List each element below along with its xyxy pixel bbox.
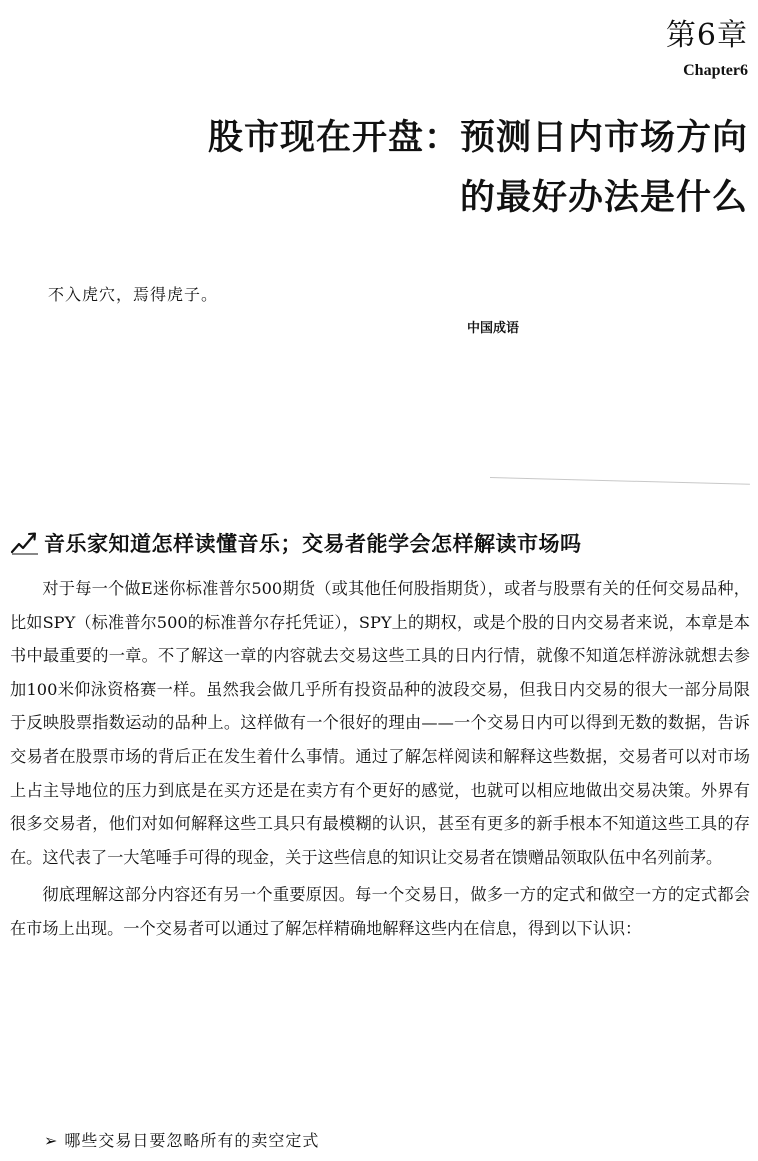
body-text	[10, 572, 750, 946]
paragraph-1: 对于每一个做E迷你标准普尔500期货（或其他任何股指期货），或者与股票有关的任何交易品种，比如SPY（标准普尔500的标准普尔存托凭证），SPY上的期权，或是个股的日内交易者来说，本章是本书中最重要的一章。不了解这一章的内容就去交易这些工具的日内行情，就像不知道怎样游泳就想去参加100米仰泳资格赛一样。虽然我会做几乎所有投资品种的波段交易，但我日内交易的很大一部分局限于反映股票指数运动的品种上。这样做有一个很好的理由——一个交易日内可以得到无数的数据，告诉交易者在股票市场的背后正在发生着什么事情。通过了解怎样阅读和解释这些数据，交易者可以对市场上占主导地位的压力到底是在买方还是在卖方有个更好的感觉，也就可以相应地做出交易决策。外界有很多交易者，他们对如何解释这些工具只有最模糊的认识，甚至有更多的新手根本不知道这些工具的存在。这代表了一大笔唾手可得的现金，关于这些信息的知识让交易者在馈赠品领取队伍中名列前茅。	[10, 579, 750, 867]
epigraph-quote: 不入虎穴，焉得虎子。	[48, 285, 219, 304]
section-heading	[10, 528, 582, 558]
arrow-bullet-icon: ➢	[44, 1131, 59, 1150]
chapter-number: 第6章	[665, 18, 748, 53]
chapter-label: Chapter6	[683, 62, 748, 79]
epigraph-source: 中国成语	[467, 321, 520, 336]
chapter-title-line-1: 股市现在开盘：预测日内市场方向	[207, 117, 748, 158]
bullet-item	[44, 1128, 319, 1151]
chapter-title	[108, 108, 748, 228]
bullet-item-text: 哪些交易日要忽略所有的卖空定式	[64, 1131, 320, 1150]
chapter-title-line-2: 的最好办法是什么	[459, 177, 748, 218]
scan-artifact-line	[490, 477, 750, 485]
section-heading-text: 音乐家知道怎样读懂音乐；交易者能学会怎样解读市场吗	[44, 531, 582, 556]
paragraph-2: 彻底理解这部分内容还有另一个重要原因。每一个交易日，做多一方的定式和做空一方的定式都会在市场上出现。一个交易者可以通过了解怎样精确地解释这些内在信息，得到以下认识：	[10, 885, 750, 938]
trend-line-icon	[10, 530, 40, 556]
